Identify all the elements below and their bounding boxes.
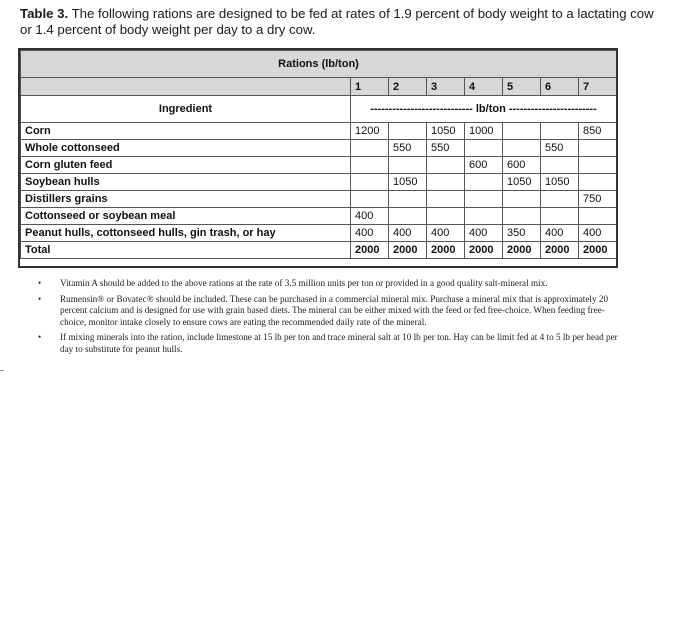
ingredient-name: Cottonseed or soybean meal <box>21 208 351 225</box>
note-item <box>38 294 618 329</box>
ration-value-cell: 550 <box>427 140 465 157</box>
notes-list <box>38 278 618 359</box>
ration-value-cell <box>503 191 541 208</box>
table-caption <box>20 6 660 38</box>
ration-value-cell: 1050 <box>541 174 579 191</box>
ration-value-cell <box>351 140 389 157</box>
table-row <box>21 157 617 174</box>
ration-value-cell: 550 <box>389 140 427 157</box>
ingredient-name: Total <box>21 242 351 259</box>
ration-value-cell <box>389 208 427 225</box>
table-row <box>21 225 617 242</box>
ration-value-cell: 1050 <box>389 174 427 191</box>
ration-number-row <box>21 78 617 96</box>
ingredient-name: Corn gluten feed <box>21 157 351 174</box>
table-row <box>21 191 617 208</box>
ration-value-cell: 400 <box>427 225 465 242</box>
ration-value-cell: 350 <box>503 225 541 242</box>
table-row <box>21 174 617 191</box>
caption-text: The following rations are designed to be fed at rates of 1.9 percent of body weight to a lactating cow or 1.4 percent of body weight per day to a dry cow. <box>20 6 654 37</box>
ration-value-cell <box>389 157 427 174</box>
ration-value-cell <box>427 157 465 174</box>
note-text: If mixing minerals into the ration, include limestone at 15 lb per ton and trace mineral salt at 10 lb per ton. Hay can be limit fed at 4 to 5 lb per head per day to substitute for peanut hulls. <box>60 332 618 354</box>
ration-value-cell <box>541 191 579 208</box>
ration-value-cell <box>465 140 503 157</box>
ration-value-cell <box>541 208 579 225</box>
ration-number: 5 <box>503 78 541 96</box>
ration-value-cell: 2000 <box>579 242 617 259</box>
ration-number: 7 <box>579 78 617 96</box>
ingredient-name: Corn <box>21 123 351 140</box>
note-item <box>38 278 618 290</box>
ration-value-cell <box>579 208 617 225</box>
ration-value-cell: 400 <box>579 225 617 242</box>
total-row <box>21 242 617 259</box>
margin-tick <box>0 370 4 371</box>
note-text: Rumensin® or Bovatec® should be included. These can be purchased in a commercial mineral mix. Purchase a mineral mix that is approximately 20 percent calcium and is designed for use with grain based diets. The mineral can be either mixed with the feed or fed free-choice. When feeding free-choice, monitor intake closely to ensure cows are eating the recommended daily rate of the mineral. <box>60 293 609 327</box>
table-row <box>21 123 617 140</box>
ration-value-cell: 750 <box>579 191 617 208</box>
ration-value-cell <box>579 140 617 157</box>
ration-value-cell <box>351 191 389 208</box>
ration-value-cell <box>503 208 541 225</box>
ration-value-cell <box>465 174 503 191</box>
ingredient-name: Soybean hulls <box>21 174 351 191</box>
unit-header-row <box>21 96 617 123</box>
ration-number: 1 <box>351 78 389 96</box>
ration-value-cell: 1050 <box>503 174 541 191</box>
ration-value-cell: 2000 <box>465 242 503 259</box>
ration-value-cell: 400 <box>351 208 389 225</box>
table-title-row <box>21 51 617 78</box>
ration-value-cell: 850 <box>579 123 617 140</box>
ration-value-cell <box>541 157 579 174</box>
ingredient-name: Peanut hulls, cottonseed hulls, gin trash, or hay <box>21 225 351 242</box>
ration-value-cell: 1000 <box>465 123 503 140</box>
ration-value-cell: 400 <box>465 225 503 242</box>
table-row <box>21 140 617 157</box>
ration-value-cell <box>503 140 541 157</box>
ingredient-name: Distillers grains <box>21 191 351 208</box>
ration-value-cell: 400 <box>351 225 389 242</box>
ration-value-cell <box>389 123 427 140</box>
ration-number: 4 <box>465 78 503 96</box>
ration-value-cell: 400 <box>541 225 579 242</box>
ration-value-cell: 400 <box>389 225 427 242</box>
ration-value-cell: 2000 <box>541 242 579 259</box>
ration-value-cell <box>579 174 617 191</box>
note-text: Vitamin A should be added to the above rations at the rate of 3.5 million units per ton or provided in a good quality salt-mineral mix. <box>60 278 548 288</box>
ration-value-cell: 1200 <box>351 123 389 140</box>
ration-value-cell: 2000 <box>389 242 427 259</box>
ration-number-blank <box>21 78 351 96</box>
ration-value-cell <box>503 123 541 140</box>
ration-value-cell: 550 <box>541 140 579 157</box>
ration-value-cell <box>579 157 617 174</box>
note-item <box>38 332 618 355</box>
ration-value-cell: 600 <box>465 157 503 174</box>
bullet-icon: • <box>38 278 42 288</box>
bullet-icon: • <box>38 293 42 304</box>
ingredient-header: Ingredient <box>21 96 351 123</box>
ration-value-cell <box>427 208 465 225</box>
ration-number: 6 <box>541 78 579 96</box>
ration-value-cell: 600 <box>503 157 541 174</box>
ration-value-cell <box>465 208 503 225</box>
ration-value-cell <box>351 174 389 191</box>
ration-value-cell <box>351 157 389 174</box>
ration-number: 3 <box>427 78 465 96</box>
ration-value-cell <box>541 123 579 140</box>
caption-label: Table 3. <box>20 6 69 21</box>
bullet-icon: • <box>38 332 42 342</box>
ration-value-cell: 2000 <box>427 242 465 259</box>
ingredient-name: Whole cottonseed <box>21 140 351 157</box>
unit-header: ---------------------------- lb/ton ------------------------ <box>351 96 617 123</box>
ration-value-cell <box>427 174 465 191</box>
ration-value-cell: 2000 <box>351 242 389 259</box>
table-title: Rations (lb/ton) <box>21 51 617 78</box>
ration-number: 2 <box>389 78 427 96</box>
ration-value-cell: 2000 <box>503 242 541 259</box>
table-row <box>21 208 617 225</box>
ration-value-cell <box>465 191 503 208</box>
ration-value-cell: 1050 <box>427 123 465 140</box>
ration-value-cell <box>389 191 427 208</box>
rations-table <box>20 50 617 259</box>
ration-value-cell <box>427 191 465 208</box>
